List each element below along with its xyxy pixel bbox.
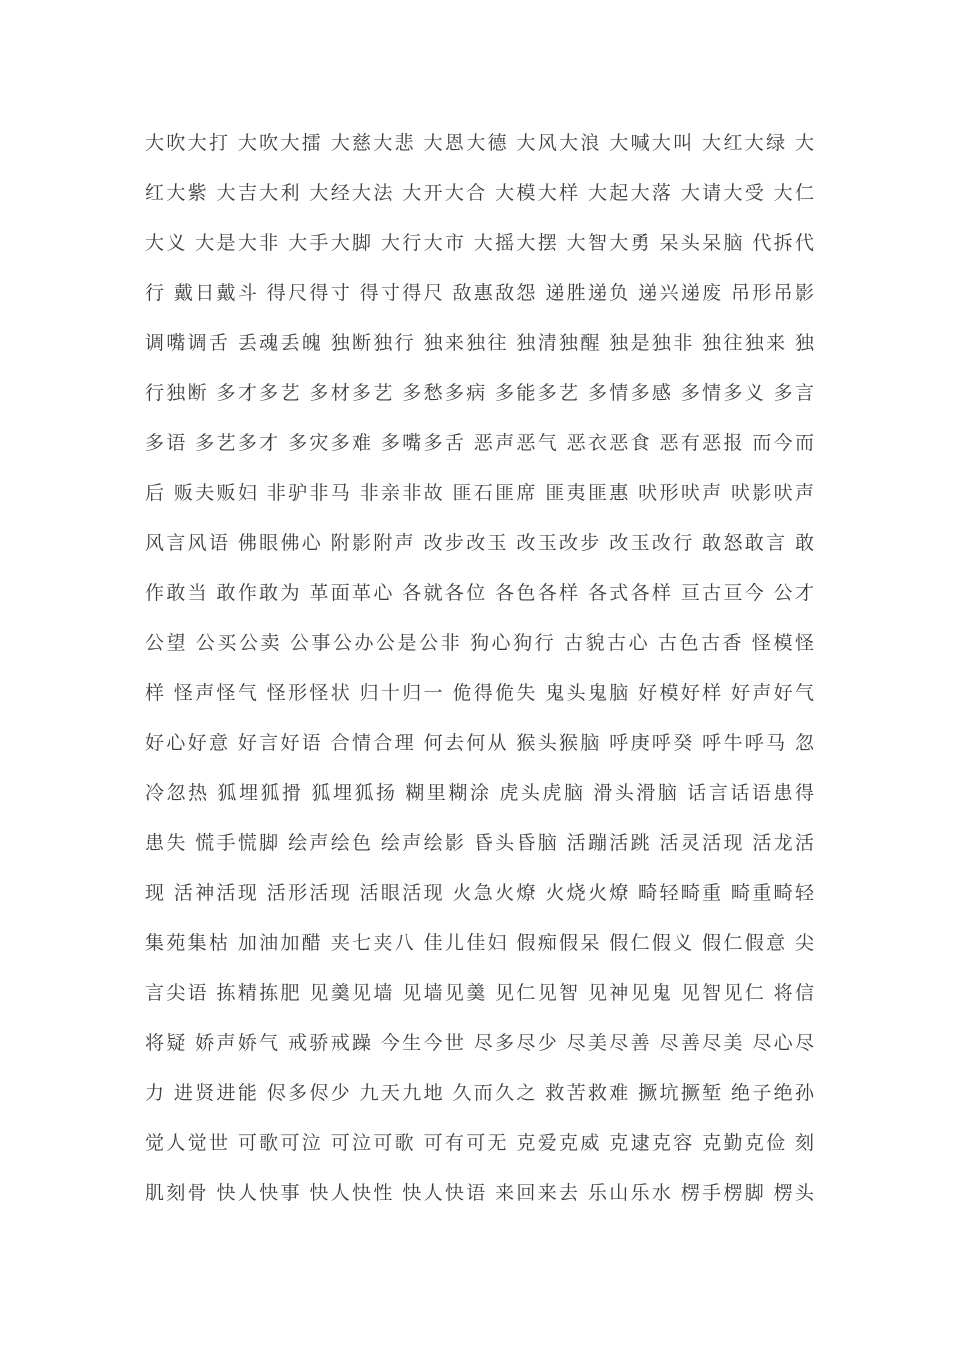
- idiom-line: 肌刻骨 快人快事 快人快性 快人快语 来回来去 乐山乐水 楞手楞脚 楞头: [145, 1183, 814, 1204]
- idiom-line: 样 怪声怪气 怪形怪状 归十归一 佹得佹失 鬼头鬼脑 好模好样 好声好气: [145, 683, 814, 704]
- idiom-line: 公望 公买公卖 公事公办公是公非 狗心狗行 古貌古心 古色古香 怪模怪: [145, 633, 814, 654]
- idiom-line: 好心好意 好言好语 合情合理 何去何从 猴头猴脑 呼庚呼癸 呼牛呼马 忽: [145, 733, 814, 754]
- idiom-text-block: [145, 119, 814, 1219]
- idiom-line: 多语 多艺多才 多灾多难 多嘴多舌 恶声恶气 恶衣恶食 恶有恶报 而今而: [145, 433, 814, 454]
- idiom-line: 集苑集枯 加油加醋 夹七夹八 佳儿佳妇 假痴假呆 假仁假义 假仁假意 尖: [145, 933, 814, 954]
- idiom-line: 作敢当 敢作敢为 革面革心 各就各位 各色各样 各式各样 亘古亘今 公才: [145, 583, 814, 604]
- idiom-line: 将疑 娇声娇气 戒骄戒躁 今生今世 尽多尽少 尽美尽善 尽善尽美 尽心尽: [145, 1033, 814, 1054]
- idiom-line: 冷忽热 狐埋狐搰 狐埋狐扬 糊里糊涂 虎头虎脑 滑头滑脑 话言话语患得: [145, 783, 814, 804]
- idiom-line: 觉人觉世 可歌可泣 可泣可歌 可有可无 克爱克威 克逮克容 克勤克俭 刻: [145, 1133, 814, 1154]
- idiom-line: 风言风语 佛眼佛心 附影附声 改步改玉 改玉改步 改玉改行 敢怒敢言 敢: [145, 533, 814, 554]
- idiom-line: 行独断 多才多艺 多材多艺 多愁多病 多能多艺 多情多感 多情多义 多言: [145, 383, 814, 404]
- idiom-line: 行 戴日戴斗 得尺得寸 得寸得尺 敌惠敌怨 递胜递负 递兴递废 吊形吊影: [145, 283, 814, 304]
- idiom-line: 力 进贤进能 侭多侭少 九天九地 久而久之 救苦救难 撅坑撅堑 绝子绝孙: [145, 1083, 814, 1104]
- idiom-line: 红大紫 大吉大利 大经大法 大开大合 大模大样 大起大落 大请大受 大仁: [145, 183, 814, 204]
- idiom-line: 调嘴调舌 丢魂丢魄 独断独行 独来独往 独清独醒 独是独非 独往独来 独: [145, 333, 814, 354]
- idiom-line: 现 活神活现 活形活现 活眼活现 火急火燎 火烧火燎 畸轻畸重 畸重畸轻: [145, 883, 814, 904]
- idiom-line: 患失 慌手慌脚 绘声绘色 绘声绘影 昏头昏脑 活蹦活跳 活灵活现 活龙活: [145, 833, 814, 854]
- idiom-line: 大义 大是大非 大手大脚 大行大市 大摇大摆 大智大勇 呆头呆脑 代拆代: [145, 233, 814, 254]
- idiom-line: 后 贩夫贩妇 非驴非马 非亲非故 匪石匪席 匪夷匪惠 吠形吠声 吠影吠声: [145, 483, 814, 504]
- idiom-line: 言尖语 拣精拣肥 见羹见墙 见墙见羹 见仁见智 见神见鬼 见智见仁 将信: [145, 983, 814, 1004]
- idiom-line: 大吹大打 大吹大擂 大慈大悲 大恩大德 大风大浪 大喊大叫 大红大绿 大: [145, 133, 814, 154]
